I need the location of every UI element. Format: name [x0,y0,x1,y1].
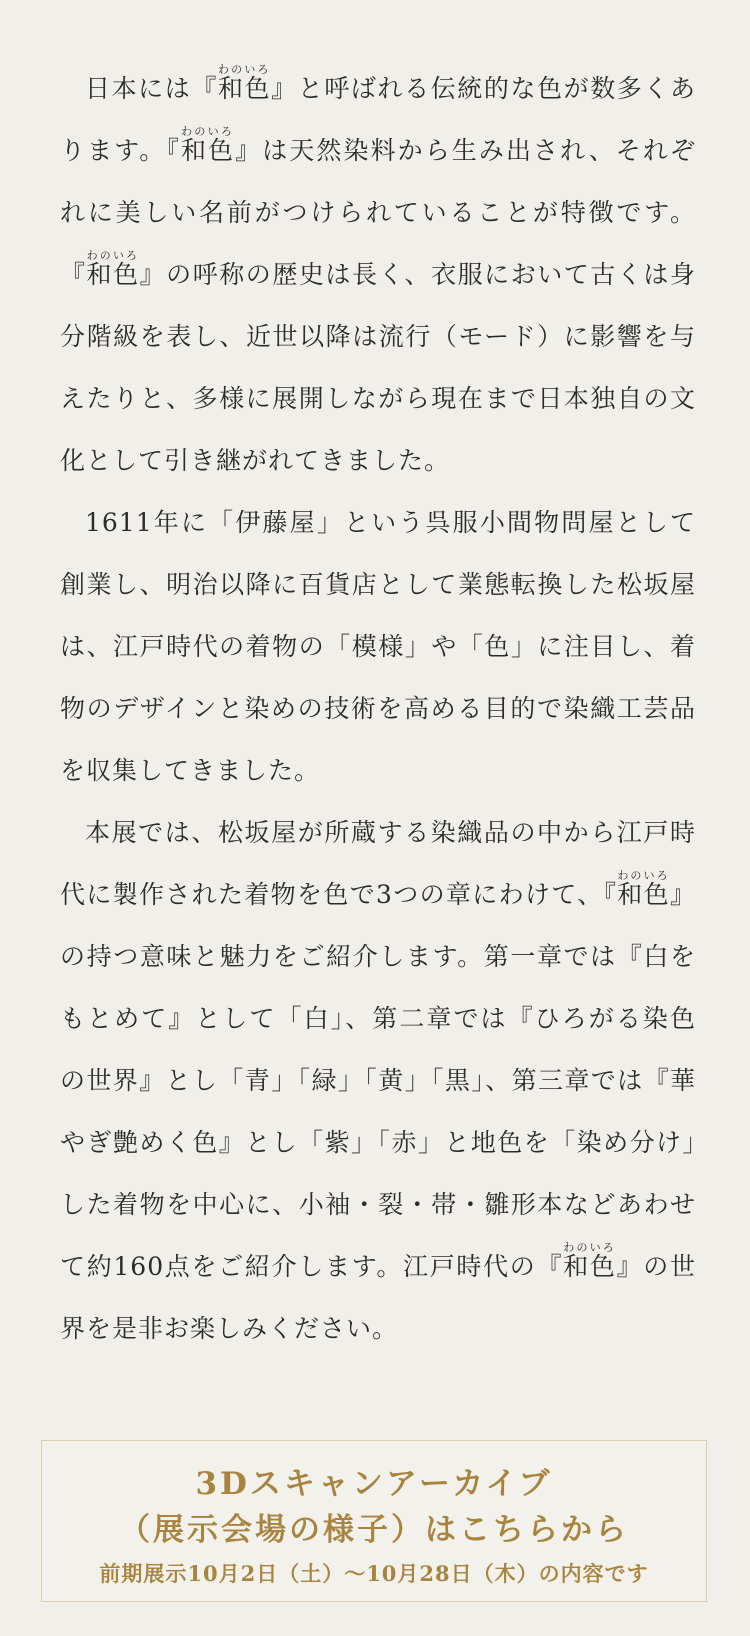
ruby-term: 和色わのいろ [86,249,140,289]
text-segment: 』の持つ意味と魅力をご紹介します。第一章では『白をもとめて』として「白」、第二章では『ひろがる染色の世界』とし「青」「緑」「黄」「黒」、第三章では『華やぎ艶めく色』とし「紫」「赤」と地色を「染め分け」した着物を中心に、小袖・裂・帯・雛形本などあわせて約160点をご紹介します。江戸時代の『 [60,880,696,1281]
history-paragraph: 1611年に「伊藤屋」という呉服小間物問屋として創業し、明治以降に百貨店として業態転換した松坂屋は、江戸時代の着物の「模様」や「色」に注目し、着物のデザインと染めの技術を高める目的で染織工芸品を収集してきました。 [60,508,696,785]
ruby-term: 和色わのいろ [217,63,272,103]
ruby-reading: わのいろ [563,1241,616,1254]
article-body [60,58,696,1360]
text-segment: 』の呼称の歴史は長く、衣服において古くは身分階級を表し、近世以降は流行（モード）に影響を与えたりと、多様に展開しながら現在まで日本独自の文化として引き継がれてきました。 [60,260,696,475]
archive-link-button[interactable] [41,1440,707,1602]
text-segment: 』は天然染料から生み出され、それぞれに美しい名前がつけられていることが特徴です。『 [60,136,696,289]
ruby-reading: わのいろ [180,125,235,138]
ruby-term: 和色わのいろ [563,1241,617,1281]
archive-link-title [42,1461,706,1553]
archive-link-title-line2: （展示会場の様子）はこちらから [119,1512,629,1548]
exhibition-paragraph [60,802,696,1360]
ruby-reading: わのいろ [217,63,271,76]
archive-link-title-line1: 3Dスキャンアーカイブ [195,1466,553,1502]
text-segment: 本展では、松坂屋が所蔵する染織品の中から江戸時代に製作された着物を色で3つの章にわけて、『 [60,818,696,909]
text-segment: 日本には『 [85,74,218,103]
ruby-reading: わのいろ [86,249,140,262]
ruby-reading: わのいろ [617,869,670,882]
intro-paragraph [60,58,696,492]
ruby-term: 和色わのいろ [180,125,236,165]
ruby-term: 和色わのいろ [617,869,670,909]
text-segment: 』の世界を是非お楽しみください。 [60,1252,696,1343]
text-segment: 』と呼ばれる伝統的な色が数多くあります。『 [60,74,696,165]
archive-link-note: 前期展示10月2日（土）〜10月28日（木）の内容です [99,1561,649,1586]
